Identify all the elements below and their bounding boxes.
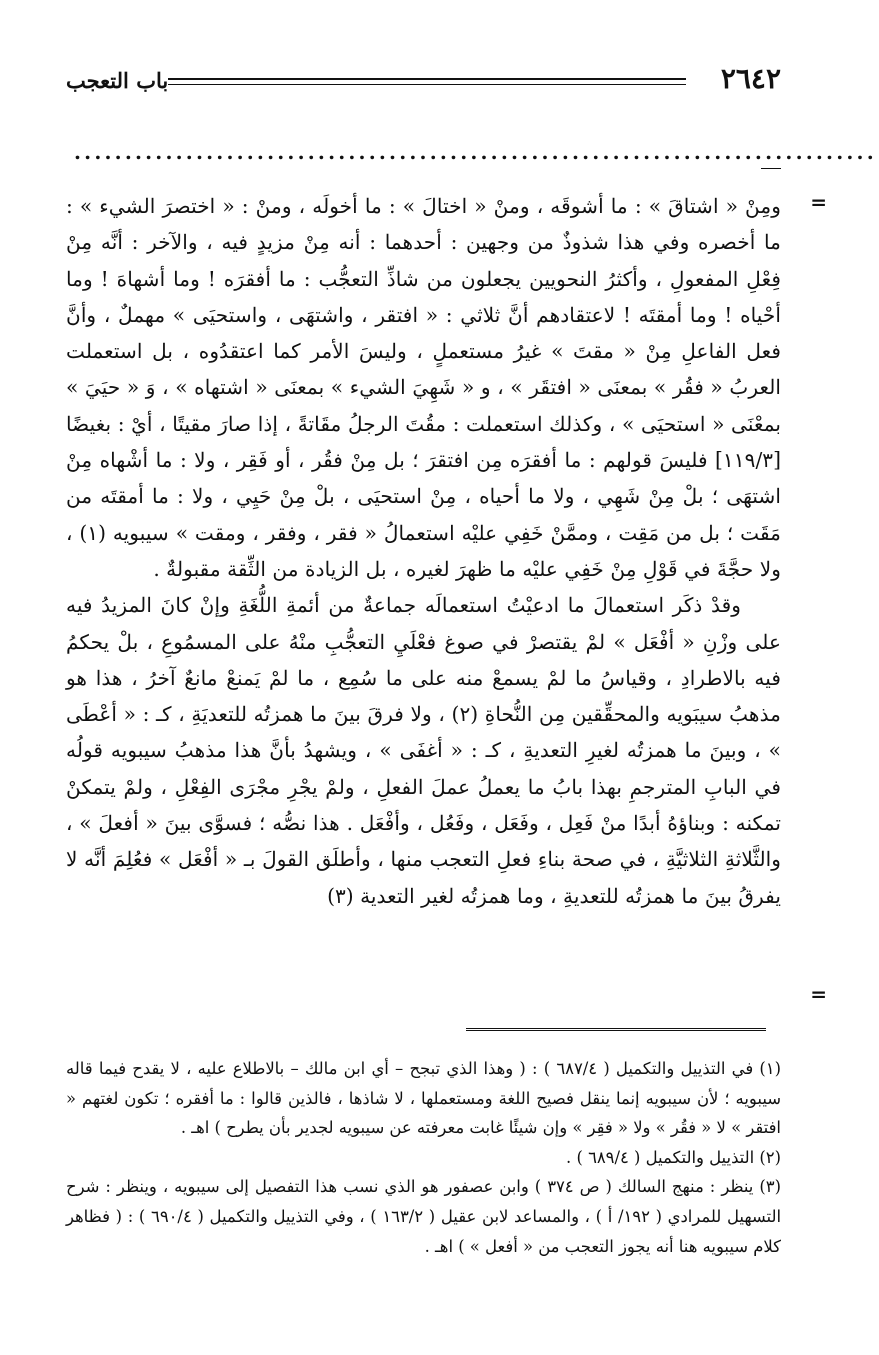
- dotted-line: ...............................................................................: [74, 140, 877, 164]
- footnote-3: (٣) ينظر : منهج السالك ( ص ٣٧٤ ) وابن عصفور هو الذي نسب هذا التفصيل إلى سيبويه ، وينظر : شرح التسهيل للمرادي ( ١٩٢/ أ ) ، والمساعد لابن عقيل ( ١٦٣/٢ ) ، وفي التذييل والتكميل ( ٦٩٠/٤ ) : ( فظاهر كلام سيبويه هنا أنه يجوز التعجب من « أفعل » ) اهـ .: [66, 1177, 781, 1256]
- page-number: ٢٦٤٢: [720, 62, 781, 95]
- paragraph-2: وقدْ ذكَر استعمالَ ما ادعيْتُ استعمالَه جماعةٌ من أئمةِ اللُّغَةِ وإنْ كانَ المزيدُ فيه على وزْنِ « أفْعَل » لمْ يقتصرْ في صوغ فعْلَيِ التعجُّبِ منْهُ على المسمُوعِ ، بلْ يحكمُ فيه بالاطرادِ ، وقياسُ ما لمْ يسمعْ منه على ما سُمِع ، ما لمْ يَمنعْ مانعٌ آخرُ ، هذا هو مذهبُ سيبَويه والمحقِّقين مِن النُّحاةِ (٢) ، ولا فرقَ بينَ ما همزتُه للتعديَةِ ، كـ : « أعْطَى » ، وبينَ ما همزتُه لغيرِ التعديةِ ، كـ : « أغفَى » ، ويشهدُ بأنَّ هذا مذهبُ سيبويه قولُه في البابِ المترجمِ بهذا بابُ ما يعملُ عملَ الفعلِ ، ولمْ يجْرِ مجْرَى الفِعْلِ ، ولمْ يتمكنْ تمكنه : وبناؤهُ أبدًا منْ فَعِل ، وفَعَل ، وفَعُل ، وأفْعَل . هذا نصُّه ؛ فسوَّى بينَ « أفعلَ » ، والثَّلاثةِ الثلاثيَّةِ ، في صحة بناءِ فعلِ التعجب منها ، وأطلَق القولَ بـ « أفْعَل » فعُلِمَ أنَّه لا يفرقُ بينَ ما همزتُه للتعديةِ ، وما همزتُه لغير التعدية (٣): [66, 593, 781, 908]
- footnote-2: (٢) التذييل والتكميل ( ٦٨٩/٤ ) .: [566, 1147, 781, 1167]
- main-text: [66, 188, 781, 914]
- dotted-end-rule: [761, 168, 781, 169]
- paragraph-1: ومِنْ « اشتاقَ » : ما أشوقَه ، ومنْ « اختالَ » : ما أخولَه ، ومنْ : « اختصرَ الشيء » : ما أخصره وفي هذا شذوذٌ من وجهين : أحدهما : أنه مِنْ مزيدٍ فيه ، والآخر : أنَّه مِنْ فِعْلِ المفعولِ ، وأكثرُ النحويين يجعلون من شاذِّ التعجُّب : ما أفقرَه ! وما أشهاهَ ! وما أحْياه ! وما أمقتَه ! لاعتقادهم أنَّ ثلاثي : « افتقر ، واشتهَى ، واستحيَى » مهملٌ ، وأنَّ فعل الفاعلِ مِنْ « مقتَ » غيرُ مستعملٍ ، وليسَ الأمر كما اعتقدُوه ، بل استعملت العربُ « فقُر » بمعنَى « افتقَر » ، و « شَهِيَ الشيء » بمعنَى « اشتهاه » ، وَ « حيَيَ » بمعْنَى « استحيَى » ، وكذلك استعملت : مقُتَ الرجلُ مقَاتةً ، إذا صارَ مقيتًا ، أيْ : بغيضًا [١١٩/٣] فليسَ قولهم : ما أفقرَه مِن افتقرَ ؛ بل مِنْ فقُر ، أو فَقِر ، ولا : ما أشْهاه مِنْ اشتهَى ؛ بلْ مِنْ شَهِي ، ولا ما أحياه ، مِنْ استحيَى ، بلْ مِنْ حَيِي ، ولا : ما أمقتَه من مَقَت ؛ بل من مَقِت ، وممَّنْ خَفِي عليْه استعمالُ « فقر ، وفقر ، ومقت » سيبويه (١) ، ولا حجَّةَ في قَوْلِ مِنْ خَفِي عليْه ما ظهرَ لغيره ، بل الزيادة من الثِّقة مقبولةٌ .: [66, 194, 781, 581]
- footnote-1: (١) في التذييل والتكميل ( ٦٨٧/٤ ) : ( وهذا الذي تبجح – أي ابن مالك – بالاطلاع عليه ، لا يقدح فيما قاله سيبويه ؛ لأن سيبويه إنما ينقل فصيح اللغة ومستعملها ، لا شاذها ، فالذين قالوا : ما أفقره ؛ تكون لغتهم « افتقر » لا « فقُر » ولا « فقِر » وإن شيئًا غابت معرفته عن سيبويه لجدير بأن يطرح ) اهـ .: [66, 1059, 781, 1138]
- header-rule: [168, 78, 686, 80]
- continuation-marker-top: =: [810, 190, 827, 214]
- continuation-marker-bottom: =: [810, 982, 827, 1006]
- footnote-rule: [466, 1028, 766, 1034]
- running-title: باب التعجب: [66, 68, 169, 93]
- page-header: [66, 58, 781, 98]
- footnotes: [66, 1054, 781, 1261]
- dotted-separator: [66, 140, 877, 164]
- header-rule-thin: [168, 84, 686, 85]
